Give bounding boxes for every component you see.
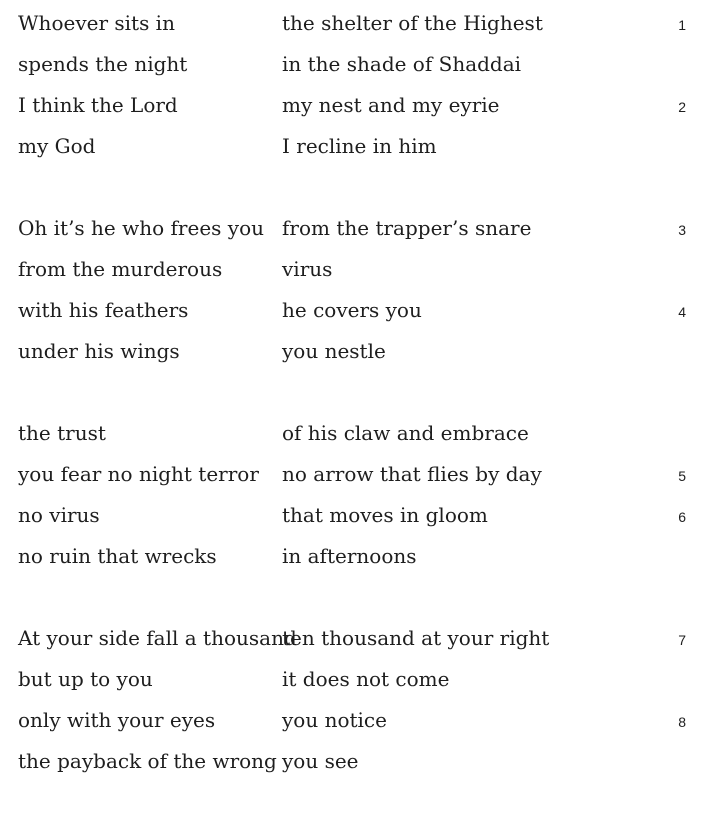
line-first-half: you fear no night terror [18,462,259,486]
poem-line [0,287,728,328]
poem-line [0,246,728,287]
poem-line [0,410,728,451]
stanza-3 [0,410,728,574]
verse-number: 2 [678,99,686,115]
line-second-half: of his claw and embrace [282,421,529,445]
line-second-half: that moves in gloom [282,503,488,527]
poem-line [0,492,728,533]
line-first-half: the payback of the wrong [18,749,277,773]
line-first-half: from the murderous [18,257,223,281]
line-first-half: Oh it’s he who frees you [18,216,264,240]
poem-line [0,0,728,41]
line-first-half: no ruin that wrecks [18,544,217,568]
line-first-half: but up to you [18,667,153,691]
line-second-half: you see [282,749,359,773]
poem-line [0,451,728,492]
stanza-2 [0,205,728,369]
stanza-4 [0,615,728,779]
poem-line [0,656,728,697]
line-second-half: it does not come [282,667,450,691]
line-second-half: from the trapper’s snare [282,216,532,240]
verse-number: 7 [678,632,686,648]
line-first-half: Whoever sits in [18,11,175,35]
line-first-half: spends the night [18,52,188,76]
verse-number: 6 [678,509,686,525]
poem-line [0,533,728,574]
line-first-half: the trust [18,421,106,445]
line-second-half: I recline in him [282,134,437,158]
line-first-half: At your side fall a thousand [18,626,297,650]
poem-line [0,697,728,738]
line-second-half: you notice [282,708,387,732]
verse-number: 3 [678,222,686,238]
line-first-half: only with your eyes [18,708,216,732]
stanza-1 [0,0,728,164]
line-first-half: no virus [18,503,100,527]
line-second-half: ten thousand at your right [282,626,550,650]
line-second-half: virus [282,257,333,281]
verse-number: 1 [678,17,686,33]
line-second-half: no arrow that flies by day [282,462,542,486]
line-second-half: my nest and my eyrie [282,93,500,117]
line-second-half: he covers you [282,298,422,322]
line-first-half: my God [18,134,96,158]
line-second-half: in afternoons [282,544,417,568]
line-second-half: the shelter of the Highest [282,11,543,35]
line-second-half: in the shade of Shaddai [282,52,522,76]
poem-line [0,82,728,123]
poem-line [0,205,728,246]
verse-number: 4 [678,304,686,320]
line-first-half: I think the Lord [18,93,178,117]
line-first-half: with his feathers [18,298,189,322]
line-first-half: under his wings [18,339,180,363]
line-second-half: you nestle [282,339,386,363]
verse-number: 5 [678,468,686,484]
poem-line [0,328,728,369]
verse-number: 8 [678,714,686,730]
poem-line [0,738,728,779]
poem-line [0,615,728,656]
poem-line [0,123,728,164]
poem-line [0,41,728,82]
